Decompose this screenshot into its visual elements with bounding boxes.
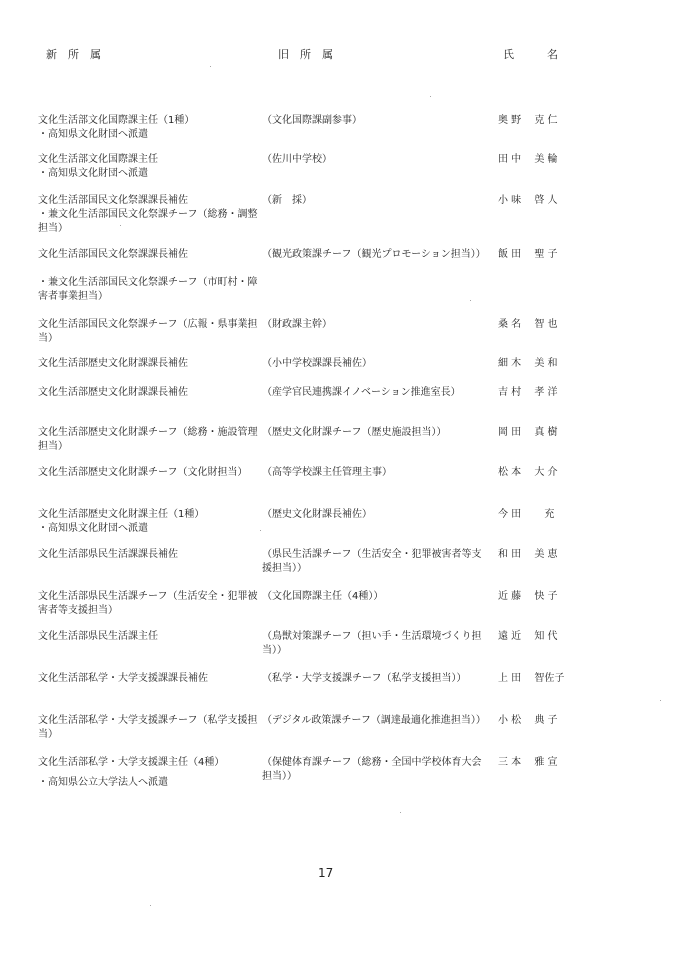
person-name: 飯 田 聖 子 [498,249,558,260]
scan-speck [260,530,261,531]
person-name: 岡 田 真 樹 [498,427,558,438]
new-post-note: ・高知県文化財団へ派遣 [38,168,148,179]
person-name: 和 田 美 恵 [498,549,558,560]
new-post: 文化生活部県民生活課課長補佐 [38,549,178,560]
old-affiliation: （県民生活課チーフ（生活安全・犯罪被害者等支援担当）） [262,549,482,574]
old-affiliation: （観光政策課チーフ（観光プロモーション担当）） [262,249,486,260]
scan-speck [470,300,471,301]
new-affiliation [38,426,258,454]
person-name: 小 松 典 子 [498,715,558,726]
new-post: 文化生活部文化国際課主任（1種） [38,115,195,126]
new-affiliation [38,194,258,236]
scan-speck [660,700,661,701]
person-name: 三 本 雅 宣 [498,757,558,768]
new-post-note: ・兼文化生活部国民文化祭課チーフ（市町村・障害者事業担当） [38,277,258,302]
old-affiliation: （財政課主幹） [262,319,332,330]
new-post: 文化生活部歴史文化財課課長補佐 [38,387,188,398]
new-post-note: ・高知県公立大学法人へ派遣 [38,777,168,788]
new-post: 文化生活部歴史文化財課課長補佐 [38,358,188,369]
new-affiliation [38,153,258,181]
new-post: 文化生活部県民生活課チーフ（生活安全・犯罪被害者等支援担当） [38,591,258,616]
new-affiliation [38,714,258,742]
scan-speck [400,812,401,813]
header-old-affiliation: 旧 所 属 [278,48,333,61]
page-number: 17 [318,866,334,880]
new-post: 文化生活部文化国際課主任 [38,154,158,165]
old-affiliation: （佐川中学校） [262,154,332,165]
new-post: 文化生活部私学・大学支援課課長補佐 [38,673,208,684]
person-name: 小 味 啓 人 [498,195,558,206]
old-affiliation: （高等学校課主任管理主事） [262,467,392,478]
new-affiliation [38,508,258,536]
old-affiliation: （産学官民連携課イノベーション推進室長） [262,387,461,398]
person-name: 松 本 大 介 [498,467,558,478]
new-post-note: ・高知県文化財団へ派遣 [38,523,148,534]
old-affiliation: （新 採） [262,195,312,206]
scan-speck [430,96,431,97]
header-name: 氏 名 [503,48,558,61]
new-affiliation [38,756,258,790]
scan-speck [210,66,211,67]
new-affiliation [38,357,258,371]
person-name: 上 田 智佐子 [498,673,565,684]
old-affiliation: （歴史文化財課長補佐） [262,509,372,520]
old-affiliation: （小中学校課課長補佐） [262,358,372,369]
scan-speck [150,905,151,906]
old-affiliation: （デジタル政策課チーフ（調達最適化推進担当）） [262,715,486,726]
new-affiliation [38,248,258,304]
person-name: 今 田 充 [498,509,555,520]
old-affiliation: （歴史文化財課チーフ（歴史施設担当）） [262,427,447,438]
old-affiliation: （私学・大学支援課チーフ（私学支援担当）） [262,673,467,684]
new-affiliation [38,590,258,618]
new-affiliation [38,318,258,346]
new-affiliation [38,386,258,400]
scan-speck [120,225,121,226]
new-post: 文化生活部歴史文化財課チーフ（文化財担当） [38,467,248,478]
old-affiliation: （保健体育課チーフ（総務・全国中学校体育大会担当）） [262,757,482,782]
person-name: 桑 名 智 也 [498,319,558,330]
new-affiliation [38,114,258,142]
new-post: 文化生活部私学・大学支援課主任（4種） [38,757,225,768]
person-name: 吉 村 孝 洋 [498,387,558,398]
person-name: 田 中 美 輪 [498,154,558,165]
person-name: 奥 野 克 仁 [498,115,558,126]
old-affiliation: （文化国際課副参事） [262,115,362,126]
new-affiliation [38,466,258,480]
new-post: 文化生活部県民生活課主任 [38,631,158,642]
header-new-affiliation: 新 所 属 [46,48,101,61]
new-affiliation [38,672,258,686]
new-post: 文化生活部歴史文化財課チーフ（総務・施設管理担当） [38,427,258,452]
new-affiliation [38,548,258,562]
new-affiliation [38,630,258,644]
new-post: 文化生活部私学・大学支援課チーフ（私学支援担当） [38,715,258,740]
old-affiliation: （鳥獣対策課チーフ（担い手・生活環境づくり担当）） [262,631,482,656]
new-post: 文化生活部国民文化祭課課長補佐 [38,195,188,206]
new-post-note: ・高知県文化財団へ派遣 [38,129,148,140]
person-name: 遠 近 知 代 [498,631,558,642]
new-post: 文化生活部歴史文化財課主任（1種） [38,509,205,520]
new-post-note: ・兼文化生活部国民文化祭課チーフ（総務・調整担当） [38,209,258,234]
new-post: 文化生活部国民文化祭課課長補佐 [38,249,188,260]
person-name: 細 木 美 和 [498,358,558,369]
old-affiliation: （文化国際課主任（4種）） [262,591,384,602]
person-name: 近 藤 快 子 [498,591,558,602]
new-post: 文化生活部国民文化祭課チーフ（広報・県事業担当） [38,319,258,344]
